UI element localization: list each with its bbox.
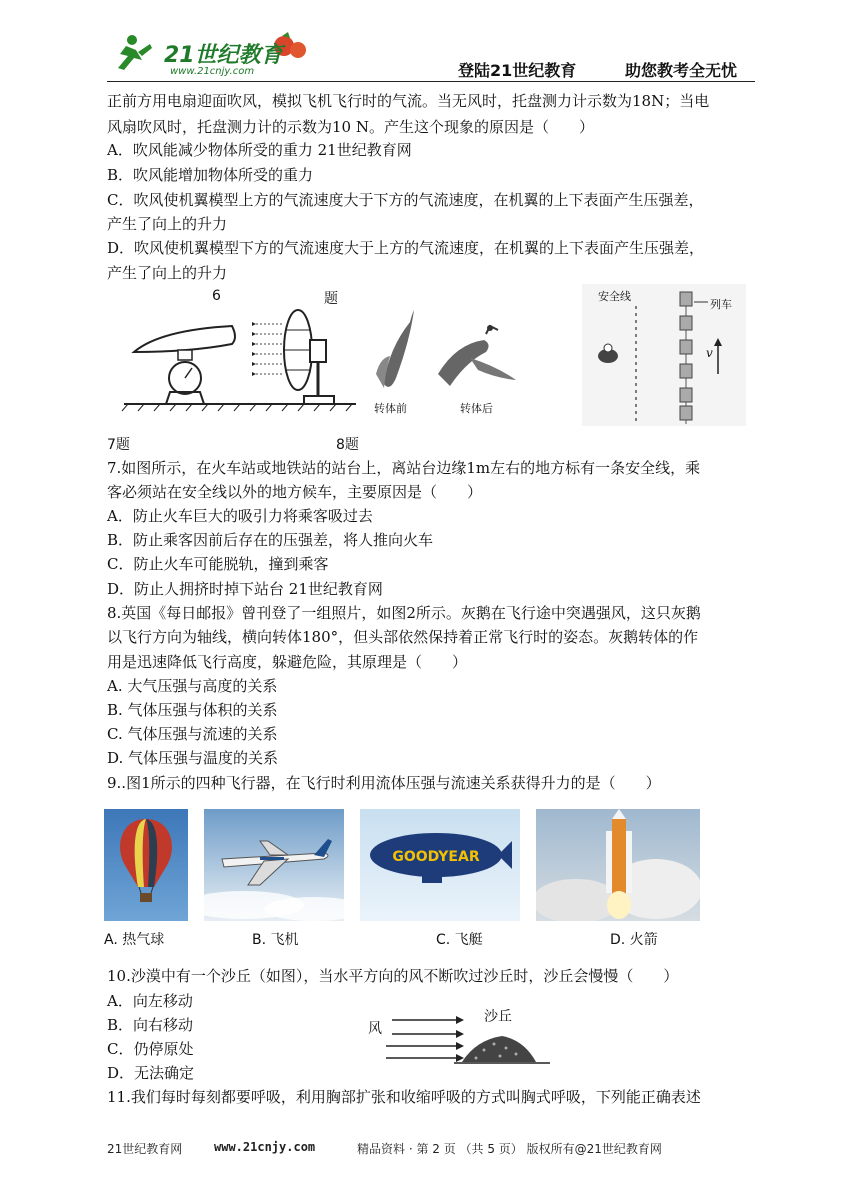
platform-figure (582, 284, 746, 426)
option-b: B. 气体压强与体积的关系 (107, 701, 278, 719)
footer-info: 精品资料 · 第 2 页 （共 5 页） 版权所有@21世纪教育网 (357, 1142, 662, 1156)
safety-line-label: 安全线 (598, 290, 631, 303)
option-b: B．向右移动 (107, 1016, 194, 1034)
header-divider (107, 81, 755, 82)
geese-figure (366, 300, 536, 420)
option-c: C．仍停原处 (107, 1040, 194, 1058)
header-logo[interactable] (112, 30, 312, 82)
logo-url: www.21cnjy.com (170, 66, 255, 77)
caption-airship: C. 飞艇 (436, 932, 483, 948)
airship-photo (360, 809, 520, 921)
header-slogan-left: 登陆21世纪教育 (458, 61, 577, 80)
velocity-label: v (706, 346, 713, 360)
train-label: 列车 (710, 298, 732, 311)
option-c: C．防止火车可能脱轨，撞到乘客 (107, 555, 329, 573)
figure6-number: 6 (212, 288, 221, 304)
figure7-label: 7题 (107, 437, 130, 453)
rocket-photo (536, 809, 700, 921)
logo-text: 21世纪教育 (164, 43, 283, 68)
text-line: 产生了向上的升力 (107, 264, 228, 282)
wing-fan-figure (120, 300, 360, 412)
wind-label: 风 (368, 1021, 382, 1037)
sand-dune-figure (364, 1006, 554, 1066)
option-c: C．吹风使机翼模型上方的气流速度大于下方的气流速度，在机翼的上下表面产生压强差， (107, 191, 704, 209)
option-b: B．防止乘客因前后存在的压强差，将人推向火车 (107, 531, 434, 549)
option-c: C. 气体压强与流速的关系 (107, 725, 278, 743)
figure8-label: 8题 (336, 437, 359, 453)
text-line: 正前方用电扇迎面吹风，模拟飞机飞行时的气流。当无风时，托盘测力计示数为18N；当电 (107, 92, 710, 110)
question-8: 8.英国《每日邮报》曾刊登了一组照片，如图2所示。灰鹅在飞行途中突遇强风，这只灰鹅 (107, 604, 701, 622)
header-slogan-right: 助您教考全无忧 (625, 61, 738, 80)
text-line: 风扇吹风时，托盘测力计的示数为10 N。产生这个现象的原因是（ ） (107, 118, 594, 136)
question-9: 9..图1所示的四种飞行器，在飞行时利用流体压强与流速关系获得升力的是（ ） (107, 774, 661, 792)
footer-url-link[interactable] (214, 1140, 315, 1154)
footer-site: 21世纪教育网 (107, 1142, 183, 1156)
text-line: 客必须站在安全线以外的地方候车，主要原因是（ ） (107, 483, 483, 501)
hot-air-balloon-photo (104, 809, 188, 921)
footer-url: www.21cnjy.com (214, 1140, 316, 1154)
airplane-photo (204, 809, 344, 921)
text-line: 用是迅速降低飞行高度，躲避危险，其原理是（ ） (107, 653, 468, 671)
text-line: 产生了向上的升力 (107, 215, 228, 233)
option-a: A．吹风能减少物体所受的重力 21世纪教育网 (107, 141, 412, 159)
option-a: A．向左移动 (107, 992, 193, 1010)
caption-balloon: A. 热气球 (104, 932, 165, 948)
caption-airplane: B. 飞机 (252, 932, 299, 948)
option-b: B．吹风能增加物体所受的重力 (107, 166, 314, 184)
option-d: D. 气体压强与温度的关系 (107, 749, 279, 767)
figure6-label: 题 (324, 291, 338, 307)
goose-before-caption: 转体前 (374, 402, 407, 415)
caption-rocket: D. 火箭 (610, 932, 658, 948)
question-11: 11.我们每时每刻都要呼吸，利用胸部扩张和收缩呼吸的方式叫胸式呼吸，下列能正确表述 (107, 1088, 701, 1106)
option-d: D．防止人拥挤时掉下站台 21世纪教育网 (107, 580, 383, 598)
option-d: D．吹风使机翼模型下方的气流速度大于上方的气流速度，在机翼的上下表面产生压强差， (107, 239, 705, 257)
goose-after-caption: 转体后 (460, 402, 493, 415)
question-7: 7.如图所示，在火车站或地铁站的站台上，离站台边缘1m左右的地方标有一条安全线，乘 (107, 459, 701, 477)
blimp-brand-text: GOODYEAR (392, 849, 480, 865)
question-10: 10.沙漠中有一个沙丘（如图），当水平方向的风不断吹过沙丘时，沙丘会慢慢（ ） (107, 967, 679, 985)
text-line: 以飞行方向为轴线，横向转体180°，但头部依然保持着正常飞行时的姿态。灰鹅转体的作 (107, 628, 699, 646)
option-d: D．无法确定 (107, 1064, 195, 1082)
option-a: A．防止火车巨大的吸引力将乘客吸过去 (107, 507, 373, 525)
dune-label: 沙丘 (484, 1009, 512, 1025)
option-a: A. 大气压强与高度的关系 (107, 677, 278, 695)
